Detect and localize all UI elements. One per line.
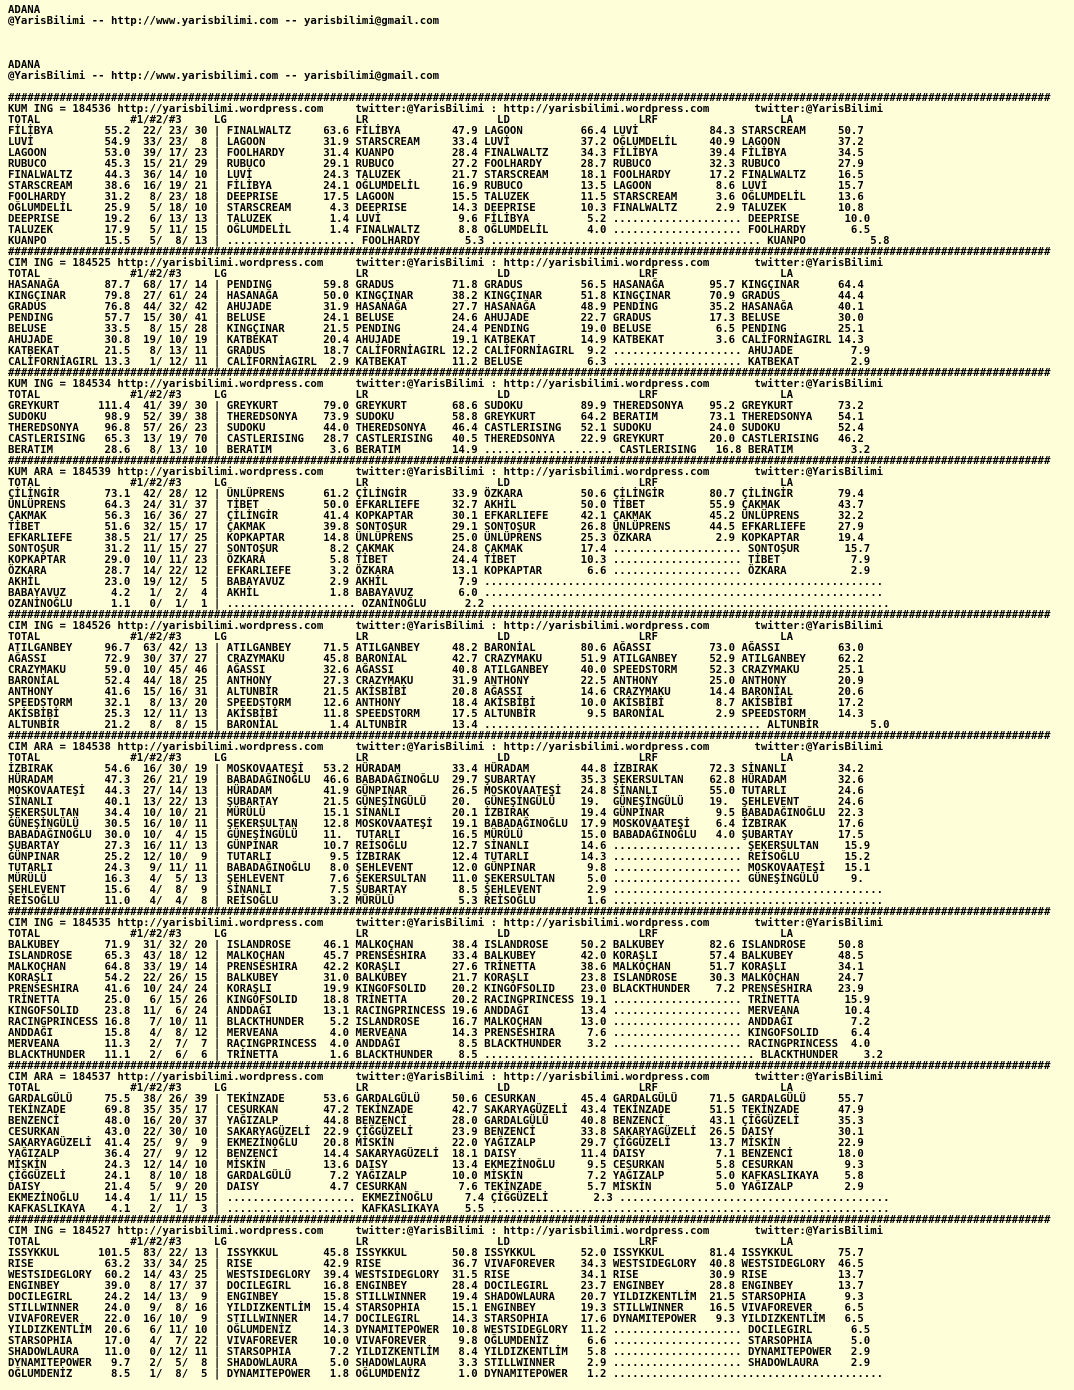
horse-row: CASTLERISING 65.3 13/ 19/ 70 | CASTLERISING 28.7 CASTLERISING 40.5 THEREDSONYA 22.9 GREYKURT 20.0 CASTLERISING 46.2 (8, 432, 864, 445)
horse-row: TUTARLI 24.3 9/ 11/ 11 | BABADAĞINOĞLU 8.0 ŞEHLEVENT 12.0 GÜNPINAR 9.8 .................... MOSKOVAATEŞİ 15.1 (8, 861, 871, 874)
horse-row: KATBEKAT 21.5 8/ 13/ 11 | GRADUS 18.7 CALİFORNİAGIRL 12.2 CALİFORNİAGIRL 9.2 .................... AHUJADE 7.9 (8, 344, 871, 357)
horse-row: ÇİLİNGİR 73.1 42/ 28/ 12 | ÜNLÜPRENS 61.2 ÇİLİNGİR 33.9 ÖZKARA 50.6 ÇİLİNGİR 80.7 ÇİLİNGİR 79.4 (8, 487, 864, 500)
race-header: CIM ARA = 184537 http://yarisbilimi.wordpress.com twitter:@YarisBilimi : http://yarisbilimi.wordpress.com twitter:@YarisBilimi (8, 1070, 884, 1083)
horse-row: STARSOPHIA 17.0 4/ 7/ 22 | VIVAFOREVER 10.0 VIVAFOREVER 9.8 OĞLUMDENİZ 6.6 .................... STARSOPHIA 5.0 (8, 1334, 871, 1347)
contact-line: @YarisBilimi -- http://www.yarisbilimi.com -- yarisbilimi@gmail.com (8, 69, 440, 82)
section-separator: ################################################################################################################################################################## (8, 366, 1051, 379)
track-title: ADANA (8, 3, 41, 16)
blank-line (8, 26, 1070, 37)
horse-row: HASANAĞA 87.7 68/ 17/ 14 | PENDING 59.8 GRADUS 71.8 GRADUS 56.5 HASANAĞA 95.7 KINGÇINAR 64.4 (8, 278, 864, 291)
horse-row: TALUZEK 17.9 5/ 11/ 15 | OĞLUMDELİL 1.4 FINALWALTZ 8.8 OĞLUMDELİL 4.0 .................... FOOLHARDY 6.5 (8, 223, 871, 236)
horse-row: GÜNPINAR 25.2 12/ 10/ 9 | TUTARLI 9.5 İZBIRAK 12.4 TUTARLI 14.3 .................... REİSOĞLU 15.2 (8, 850, 871, 863)
horse-row: HÜRADAM 47.3 26/ 21/ 19 | BABADAĞINOĞLU 46.6 BABADAĞINOĞLU 29.7 ŞUBARTAY 35.3 ŞEKERSULTAN 62.8 HÜRADAM 32.6 (8, 773, 864, 786)
horse-row: YAĞIZALP 36.4 27/ 9/ 12 | BENZENCİ 14.4 SAKARYAGÜZELİ 18.1 DAISY 11.4 DAISY 7.1 BENZENCİ 18.0 (8, 1147, 864, 1160)
horse-row: FOOLHARDY 31.2 8/ 23/ 18 | DEEPRISE 17.5 LAGOON 15.5 TALUZEK 11.5 STARSCREAM 3.6 OĞLUMDELİL 13.6 (8, 190, 864, 203)
horse-row: KINGÇINAR 79.8 27/ 61/ 24 | HASANAĞA 50.0 KINGÇINAR 38.2 KINGÇINAR 51.8 KINGÇINAR 70.9 GRADUS 44.4 (8, 289, 864, 302)
horse-row: İZBIRAK 54.6 16/ 30/ 19 | MOSKOVAATEŞİ 53.2 HÜRADAM 33.4 HÜRADAM 44.8 İZBIRAK 72.3 SİNANLI 34.2 (8, 762, 864, 775)
horse-row: ALTUNBİR 21.2 8/ 8/ 15 | BARONİAL 1.4 ALTUNBİR 13.4 ........................................... ALTUNBİR 5.0 (8, 718, 890, 731)
horse-row: BABADAĞINOĞLU 30.0 10/ 4/ 15 | GÜNEŞİNGÜLÜ 11. TUTARLI 16.5 MÜRÜLÜ 15.0 BABADAĞINOĞLU 4.0 ŞUBARTAY 17.5 (8, 828, 864, 841)
horse-row: BARONİAL 52.4 44/ 18/ 25 | ANTHONY 27.3 CRAZYMAKU 31.9 ANTHONY 22.5 ANTHONY 25.0 ANTHONY 20.9 (8, 674, 864, 687)
horse-row: GRADUS 76.8 44/ 32/ 42 | AHUJADE 31.9 HASANAĞA 27.7 HASANAĞA 48.9 PENDING 35.2 HASANAĞA 40.1 (8, 300, 864, 313)
horse-row: BLACKTHUNDER 11.1 2/ 6/ 6 | TRİNETTA 1.6 BLACKTHUNDER 8.5 .......................................... BLACKTHUNDER 3.2 (8, 1048, 884, 1061)
horse-row: LUVİ 54.9 33/ 23/ 8 | LAGOON 31.9 STARSCREAM 33.4 LUVİ 37.2 OĞLUMDELİL 40.9 LAGOON 37.2 (8, 135, 864, 148)
horse-row: PRENSESHIRA 41.6 10/ 24/ 24 | KORAŞLI 19.9 KINGOFSOLID 20.2 KINGOFSOLID 23.0 BLACKTHUNDER 7.2 PRENSESHIRA 23.9 (8, 982, 864, 995)
horse-row: ATILGANBEY 96.7 63/ 42/ 13 | ATILGANBEY 71.5 ATILGANBEY 48.2 BARONİAL 80.6 AĞASSI 73.0 AĞASSI 63.0 (8, 641, 864, 654)
horse-row: TRİNETTA 25.0 6/ 15/ 26 | KINGOFSOLID 18.8 TRİNETTA 20.2 RACINGPRINCESS 19.1 .................... TRİNETTA 15.9 (8, 993, 871, 1006)
race-header: KUM ARA = 184539 http://yarisbilimi.wordpress.com twitter:@YarisBilimi : http://yarisbilimi.wordpress.com twitter:@YarisBilimi (8, 465, 884, 478)
horse-row: PENDING 57.7 15/ 30/ 41 | BELUSE 24.1 BELUSE 24.6 AHUJADE 22.7 GRADUS 17.3 BELUSE 30.0 (8, 311, 864, 324)
horse-row: AKİSBİBİ 25.3 12/ 11/ 13 | AKİSBİBİ 11.8 SPEEDSTORM 17.5 ALTUNBİR 9.5 BARONİAL 2.9 SPEEDSTORM 14.3 (8, 707, 864, 720)
column-header: TOTAL #1/#2/#3 LG LR LD LRF LA (8, 1081, 793, 1094)
race-header: KUM ING = 184534 http://yarisbilimi.wordpress.com twitter:@YarisBilimi : http://yarisbilimi.wordpress.com twitter:@YarisBilimi (8, 377, 884, 390)
section-separator: ################################################################################################################################################################## (8, 905, 1051, 918)
horse-row: SPEEDSTORM 32.1 8/ 13/ 20 | SPEEDSTORM 12.6 ANTHONY 18.4 AKİSBİBİ 10.0 AKİSBİBİ 8.7 AKİSBİBİ 17.2 (8, 696, 864, 709)
horse-row: OĞLUMDELİL 25.9 5/ 18/ 10 | STARSCREAM 4.3 DEEPRISE 14.3 DEEPRISE 10.3 FINALWALTZ 2.9 TALUZEK 10.8 (8, 201, 864, 214)
horse-row: KINGOFSOLID 23.8 11/ 6/ 24 | ANDDAĞI 13.1 RACINGPRINCESS 19.6 ANDDAĞI 13.4 .................... MERVEANA 10.4 (8, 1004, 871, 1017)
horse-row: SİNANLI 40.1 13/ 22/ 13 | ŞUBARTAY 21.5 GÜNEŞİNGÜLÜ 20. GÜNEŞİNGÜLÜ 19. GÜNEŞİNGÜLÜ 19. ŞEHLEVENT 24.6 (8, 795, 864, 808)
horse-row: GÜNEŞİNGÜLÜ 30.5 16/ 10/ 11 | ŞEKERSULTAN 12.8 MOSKOVAATEŞİ 19.1 BABADAĞINOĞLU 17.9 MOSKOVAATEŞİ 6.4 İZBIRAK 17.6 (8, 817, 864, 830)
column-header: TOTAL #1/#2/#3 LG LR LD LRF LA (8, 751, 793, 764)
section-separator: ################################################################################################################################################################## (8, 1059, 1051, 1072)
section-separator: ################################################################################################################################################################## (8, 1213, 1051, 1226)
horse-row: DEEPRISE 19.2 6/ 13/ 13 | TALUZEK 1.4 LUVİ 9.6 FİLİBYA 5.2 .................... DEEPRISE 10.0 (8, 212, 871, 225)
horse-row: THEREDSONYA 96.8 57/ 26/ 23 | SUDOKU 44.0 THEREDSONYA 46.4 CASTLERISING 52.1 SUDOKU 24.0 SUDOKU 52.4 (8, 421, 864, 434)
horse-row: ANDDAĞI 15.8 4/ 8/ 12 | MERVEANA 4.0 MERVEANA 14.3 PRENSESHIRA 7.6 .................... KINGOFSOLID 6.4 (8, 1026, 871, 1039)
section-separator: ################################################################################################################################################################## (8, 454, 1051, 467)
race-header: CIM ARA = 184538 http://yarisbilimi.wordpress.com twitter:@YarisBilimi : http://yarisbilimi.wordpress.com twitter:@YarisBilimi (8, 740, 884, 753)
horse-row: GARDALGÜLÜ 75.5 38/ 26/ 39 | TEKİNZADE 53.6 GARDALGÜLÜ 50.6 CESURKAN 45.4 GARDALGÜLÜ 71.5 GARDALGÜLÜ 55.7 (8, 1092, 864, 1105)
horse-row: DAISY 21.4 5/ 9/ 20 | DAISY 4.7 CESURKAN 7.6 TEKİNZADE 5.7 MİSKİN 5.0 YAĞIZALP 2.9 (8, 1180, 864, 1193)
horse-row: MALKOÇHAN 64.8 33/ 19/ 14 | PRENSESHIRA 42.2 KORAŞLI 27.6 TRİNETTA 38.6 MALKOÇHAN 51.7 KORAŞLI 34.1 (8, 960, 864, 973)
horse-row: OZANİNOĞLU 1.1 0/ 1/ 1 | .................... OZANİNOĞLU 2.2 .............................................................. (8, 597, 890, 610)
horse-row: ÜNLÜPRENS 64.3 24/ 31/ 37 | TİBET 50.0 EFKARLIEFE 32.7 AKHİL 50.0 TİBET 55.9 ÇAKMAK 43.7 (8, 498, 864, 511)
race-header: CIM ING = 184525 http://yarisbilimi.wordpress.com twitter:@YarisBilimi : http://yarisbilimi.wordpress.com twitter:@YarisBilimi (8, 256, 884, 269)
horse-row: LAGOON 53.0 39/ 17/ 23 | FOOLHARDY 31.4 KUANPO 28.4 FINALWALTZ 34.3 FİLİBYA 39.4 FİLİBYA 34.5 (8, 146, 864, 159)
horse-row: BABAYAVUZ 4.2 1/ 2/ 4 | AKHİL 1.8 BABAYAVUZ 6.0 .............................................................. (8, 586, 884, 599)
horse-row: RUBUCO 45.3 15/ 21/ 29 | RUBUCO 29.1 RUBUCO 27.2 FOOLHARDY 28.7 RUBUCO 32.3 RUBUCO 27.9 (8, 157, 864, 170)
horse-row: ISLANDROSE 65.3 43/ 18/ 12 | MALKOÇHAN 45.7 PRENSESHIRA 33.4 BALKUBEY 42.0 KORAŞLI 57.4 BALKUBEY 48.5 (8, 949, 864, 962)
horse-row: SHADOWLAURA 11.0 0/ 12/ 11 | STARSOPHIA 7.2 YILDIZKENTLİM 8.4 YILDIZKENTLİM 5.8 .................... DYNAMITEPOWER 2.9 (8, 1345, 871, 1358)
horse-row: TİBET 51.6 32/ 15/ 17 | ÇAKMAK 39.8 SONTOŞUR 29.1 SONTOŞUR 26.8 ÜNLÜPRENS 44.5 EFKARLIEFE 27.9 (8, 520, 864, 533)
section-separator: ################################################################################################################################################################## (8, 91, 1051, 104)
horse-row: GREYKURT 111.4 41/ 39/ 30 | GREYKURT 79.0 GREYKURT 68.6 SUDOKU 89.9 THEREDSONYA 95.2 GREYKURT 73.2 (8, 399, 864, 412)
horse-row: DYNAMITEPOWER 9.7 2/ 5/ 8 | SHADOWLAURA 5.0 SHADOWLAURA 3.3 STILLWINNER 2.9 .................... SHADOWLAURA 2.9 (8, 1356, 871, 1369)
horse-row: CALİFORNİAGIRL 13.3 1/ 12/ 11 | CALİFORNİAGIRL 2.9 KATBEKAT 11.2 BELUSE 6.3 .................... KATBEKAT 2.9 (8, 355, 871, 368)
blank-line (8, 48, 1070, 59)
horse-row: KORAŞLI 54.2 22/ 26/ 15 | BALKUBEY 31.0 BALKUBEY 21.7 KORAŞLI 23.8 ISLANDROSE 30.3 MALKOÇHAN 24.7 (8, 971, 864, 984)
horse-row: YILDIZKENTLİM 20.6 6/ 11/ 10 | OĞLUMDENİZ 14.3 DYNAMITEPOWER 10.8 WESTSIDEGLORY 11.2 .................... DOCILEGIRL 6.5 (8, 1323, 871, 1336)
horse-row: MİSKİN 24.3 12/ 14/ 10 | MİSKİN 13.6 DAISY 13.4 EKMEZİNOĞLU 9.5 CESURKAN 5.8 CESURKAN 9.3 (8, 1158, 864, 1171)
contact-line: @YarisBilimi -- http://www.yarisbilimi.com -- yarisbilimi@gmail.com (8, 14, 440, 27)
horse-row: DOCILEGIRL 24.2 14/ 13/ 9 | ENGINBEY 15.8 STILLWINNER 19.4 SHADOWLAURA 20.7 YILDIZKENTLİM 21.5 STARSOPHIA 9.3 (8, 1290, 864, 1303)
horse-row: FINALWALTZ 44.3 36/ 14/ 10 | LUVİ 24.3 TALUZEK 21.7 STARSCREAM 18.1 FOOLHARDY 17.2 FINALWALTZ 16.5 (8, 168, 864, 181)
horse-row: EFKARLIEFE 38.5 21/ 17/ 25 | KOPKAPTAR 14.8 ÜNLÜPRENS 25.0 ÜNLÜPRENS 25.3 ÖZKARA 2.9 KOPKAPTAR 19.4 (8, 531, 864, 544)
race-header: KUM ING = 184536 http://yarisbilimi.wordpress.com twitter:@YarisBilimi : http://yarisbilimi.wordpress.com twitter:@YarisBilimi (8, 102, 884, 115)
track-title: ADANA (8, 58, 41, 71)
horse-row: SONTOŞUR 31.2 11/ 15/ 27 | SONTOŞUR 8.2 ÇAKMAK 24.8 ÇAKMAK 17.4 .................... SONTOŞUR 15.7 (8, 542, 871, 555)
horse-row: VIVAFOREVER 22.0 16/ 10/ 9 | STILLWINNER 14.7 DOCILEGIRL 14.3 STARSOPHIA 17.6 DYNAMITEPOWER 9.3 YILDIZKENTLİM 6.5 (8, 1312, 864, 1325)
horse-row: BALKUBEY 71.9 31/ 32/ 20 | ISLANDROSE 46.1 MALKOÇHAN 38.4 ISLANDROSE 50.2 BALKUBEY 82.6 ISLANDROSE 50.8 (8, 938, 864, 951)
horse-row: ÇİĞGÜZELİ 24.1 8/ 10/ 18 | GARDALGÜLÜ 7.2 YAĞIZALP 10.0 MİSKİN 7.2 YAĞIZALP 5.0 KAFKASLIKAYA 5.8 (8, 1169, 864, 1182)
horse-row: KAFKASLIKAYA 4.1 2/ 1/ 3 | .................... KAFKASLIKAYA 5.5 .............................................................. (8, 1202, 890, 1215)
horse-row: RACINGPRINCESS 16.8 7/ 10/ 11 | BLACKTHUNDER 5.2 ISLANDROSE 16.7 MALKOÇHAN 13.0 .................... ANDDAĞI 7.2 (8, 1015, 871, 1028)
race-header: CIM ING = 184527 http://yarisbilimi.wordpress.com twitter:@YarisBilimi : http://yarisbilimi.wordpress.com twitter:@YarisBilimi (8, 1224, 884, 1237)
horse-row: FİLİBYA 55.2 22/ 23/ 30 | FINALWALTZ 63.6 FİLİBYA 47.9 LAGOON 66.4 LUVİ 84.3 STARSCREAM 50.7 (8, 124, 864, 137)
horse-row: STARSCREAM 38.6 16/ 19/ 21 | FİLİBYA 24.1 OĞLUMDELİL 16.9 RUBUCO 13.5 LAGOON 8.6 LUVİ 15.7 (8, 179, 864, 192)
horse-row: SUDOKU 98.9 52/ 39/ 38 | THEREDSONYA 73.9 SUDOKU 58.8 GREYKURT 64.2 BERATIM 73.1 THEREDSONYA 54.1 (8, 410, 864, 423)
section-separator: ################################################################################################################################################################## (8, 245, 1051, 258)
race-header: CIM ING = 184526 http://yarisbilimi.wordpress.com twitter:@YarisBilimi : http://yarisbilimi.wordpress.com twitter:@YarisBilimi (8, 619, 884, 632)
horse-row: ÇAKMAK 56.3 16/ 36/ 27 | ÇİLİNGİR 41.4 KOPKAPTAR 30.1 EFKARLIEFE 42.1 ÇAKMAK 45.2 ÜNLÜPRENS 32.2 (8, 509, 864, 522)
column-header: TOTAL #1/#2/#3 LG LR LD LRF LA (8, 630, 793, 643)
column-header: TOTAL #1/#2/#3 LG LR LD LRF LA (8, 267, 793, 280)
horse-row: ŞEHLEVENT 15.6 4/ 8/ 9 | SİNANLI 7.5 ŞUBARTAY 8.5 ŞEHLEVENT 2.9 .......................................... (8, 883, 884, 896)
horse-row: BENZENCİ 48.0 16/ 20/ 37 | YAĞIZALP 44.8 BENZENCİ 28.0 GARDALGÜLÜ 40.8 BENZENCİ 43.1 ÇİĞGÜZELİ 35.3 (8, 1114, 864, 1127)
race-header: CIM ING = 184535 http://yarisbilimi.wordpress.com twitter:@YarisBilimi : http://yarisbilimi.wordpress.com twitter:@YarisBilimi (8, 916, 884, 929)
horse-row: KUANPO 15.5 5/ 8/ 13 | .................... FOOLHARDY 5.3 .......................................... KUANPO 5.8 (8, 234, 890, 247)
horse-row: MERVEANA 11.3 2/ 7/ 7 | RACINGPRINCESS 4.0 ANDDAĞI 8.5 BLACKTHUNDER 3.2 .................... RACINGPRINCESS 4.0 (8, 1037, 871, 1050)
horse-row: WESTSIDEGLORY 60.2 14/ 43/ 25 | WESTSIDEGLORY 39.4 WESTSIDEGLORY 31.5 RISE 34.1 RISE 30.9 RISE 13.7 (8, 1268, 864, 1281)
horse-row: BELUSE 33.5 8/ 15/ 28 | KINGÇINAR 21.5 PENDING 24.4 PENDING 19.0 BELUSE 6.5 PENDING 25.1 (8, 322, 864, 335)
horse-row: STILLWINNER 24.0 9/ 8/ 16 | YILDIZKENTLİM 15.4 STARSOPHIA 15.1 ENGINBEY 19.3 STILLWINNER 16.5 VIVAFOREVER 6.5 (8, 1301, 864, 1314)
horse-row: RISE 63.2 33/ 34/ 25 | RISE 42.9 RISE 36.7 VIVAFOREVER 34.3 WESTSIDEGLORY 40.8 WESTSIDEGLORY 46.5 (8, 1257, 864, 1270)
horse-row: TEKİNZADE 69.8 35/ 35/ 17 | CESURKAN 47.2 TEKİNZADE 42.7 SAKARYAGÜZELİ 43.4 TEKİNZADE 51.5 TEKİNZADE 47.9 (8, 1103, 864, 1116)
horse-row: ÖZKARA 28.7 14/ 22/ 12 | EFKARLIEFE 3.2 ÖZKARA 13.1 KOPKAPTAR 6.6 .................... ÖZKARA 2.9 (8, 564, 871, 577)
horse-row: ENGINBEY 39.0 8/ 17/ 37 | DOCILEGIRL 16.8 ENGINBEY 28.4 DOCILEGIRL 23.7 ENGINBEY 28.8 ENGINBEY 13.7 (8, 1279, 864, 1292)
horse-row: MÜRÜLÜ 16.3 4/ 5/ 13 | ŞEHLEVENT 7.6 ŞEKERSULTAN 11.0 ŞEKERSULTAN 5.0 .................... GÜNEŞİNGÜLÜ 9. (8, 872, 864, 885)
horse-row: SAKARYAGÜZELİ 41.4 25/ 9/ 9 | EKMEZİNOĞLU 20.8 MİSKİN 22.0 YAĞIZALP 29.7 ÇİĞGÜZELİ 13.7 MİSKİN 22.9 (8, 1136, 864, 1149)
horse-row: MOSKOVAATEŞİ 44.3 27/ 14/ 13 | HÜRADAM 41.9 GÜNPINAR 26.5 MOSKOVAATEŞİ 24.8 SİNANLI 55.0 TUTARLI 24.6 (8, 784, 864, 797)
section-separator: ################################################################################################################################################################## (8, 729, 1051, 742)
horse-row: CRAZYMAKU 59.0 10/ 45/ 46 | AĞASSI 32.6 AĞASSI 40.8 ATILGANBEY 40.0 SPEEDSTORM 52.3 CRAZYMAKU 25.1 (8, 663, 864, 676)
horse-row: CESURKAN 43.0 22/ 30/ 10 | SAKARYAGÜZELİ 22.9 ÇİĞGÜZELİ 23.9 BENZENCİ 33.8 SAKARYAGÜZELİ 26.5 DAISY 30.1 (8, 1125, 864, 1138)
column-header: TOTAL #1/#2/#3 LG LR LD LRF LA (8, 113, 793, 126)
column-header: TOTAL #1/#2/#3 LG LR LD LRF LA (8, 388, 793, 401)
horse-row: ŞEKERSULTAN 34.4 10/ 10/ 21 | MÜRÜLÜ 15.1 SİNANLI 20.1 İZBIRAK 19.4 GÜNPINAR 9.5 BABADAĞINOĞLU 22.3 (8, 806, 864, 819)
horse-row: OĞLUMDENİZ 8.5 1/ 8/ 5 | DYNAMITEPOWER 1.8 OĞLUMDENİZ 1.0 DYNAMITEPOWER 1.2 .......................................... (8, 1367, 884, 1380)
column-header: TOTAL #1/#2/#3 LG LR LD LRF LA (8, 1235, 793, 1248)
horse-row: BERATIM 28.6 8/ 13/ 10 | BERATIM 3.6 BERATIM 14.9 .................... CASTLERISING 16.8 BERATIM 3.2 (8, 443, 871, 456)
horse-row: ANTHONY 41.6 15/ 16/ 31 | ALTUNBİR 21.5 AKİSBİBİ 20.8 AĞASSI 14.6 CRAZYMAKU 14.4 BARONİAL 20.6 (8, 685, 864, 698)
horse-row: REİSOĞLU 11.0 4/ 4/ 8 | REİSOĞLU 3.2 MÜRÜLÜ 5.3 REİSOĞLU 1.6 .......................................... (8, 894, 884, 907)
horse-row: KOPKAPTAR 29.0 10/ 11/ 23 | ÖZKARA 5.8 TİBET 24.4 TİBET 10.3 .................... TİBET 7.9 (8, 553, 871, 566)
column-header: TOTAL #1/#2/#3 LG LR LD LRF LA (8, 927, 793, 940)
horse-row: AHUJADE 30.8 19/ 10/ 19 | KATBEKAT 20.4 AHUJADE 19.1 KATBEKAT 14.9 KATBEKAT 3.6 CALİFORNİAGIRL 14.3 (8, 333, 864, 346)
horse-row: AKHİL 23.0 19/ 12/ 5 | BABAYAVUZ 2.9 AKHİL 7.9 .............................................................. (8, 575, 884, 588)
section-separator: ################################################################################################################################################################## (8, 608, 1051, 621)
blank-line (8, 37, 1070, 48)
horse-row: ŞUBARTAY 27.3 16/ 11/ 13 | GÜNPINAR 10.7 REİSOĞLU 12.7 SİNANLI 14.6 .................... ŞEKERSULTAN 15.9 (8, 839, 871, 852)
horse-row: AĞASSI 72.9 30/ 37/ 27 | CRAZYMAKU 45.8 BARONİAL 42.7 CRAZYMAKU 51.9 ATILGANBEY 52.9 ATILGANBEY 62.2 (8, 652, 864, 665)
column-header: TOTAL #1/#2/#3 LG LR LD LRF LA (8, 476, 793, 489)
horse-row: EKMEZİNOĞLU 14.4 1/ 11/ 15 | .................... EKMEZİNOĞLU 7.4 ÇİĞGÜZELİ 2.3 .......................................... (8, 1191, 890, 1204)
horse-row: ISSYKKUL 101.5 83/ 22/ 13 | ISSYKKUL 45.8 ISSYKKUL 50.8 ISSYKKUL 52.0 ISSYKKUL 81.4 ISSYKKUL 75.7 (8, 1246, 864, 1259)
